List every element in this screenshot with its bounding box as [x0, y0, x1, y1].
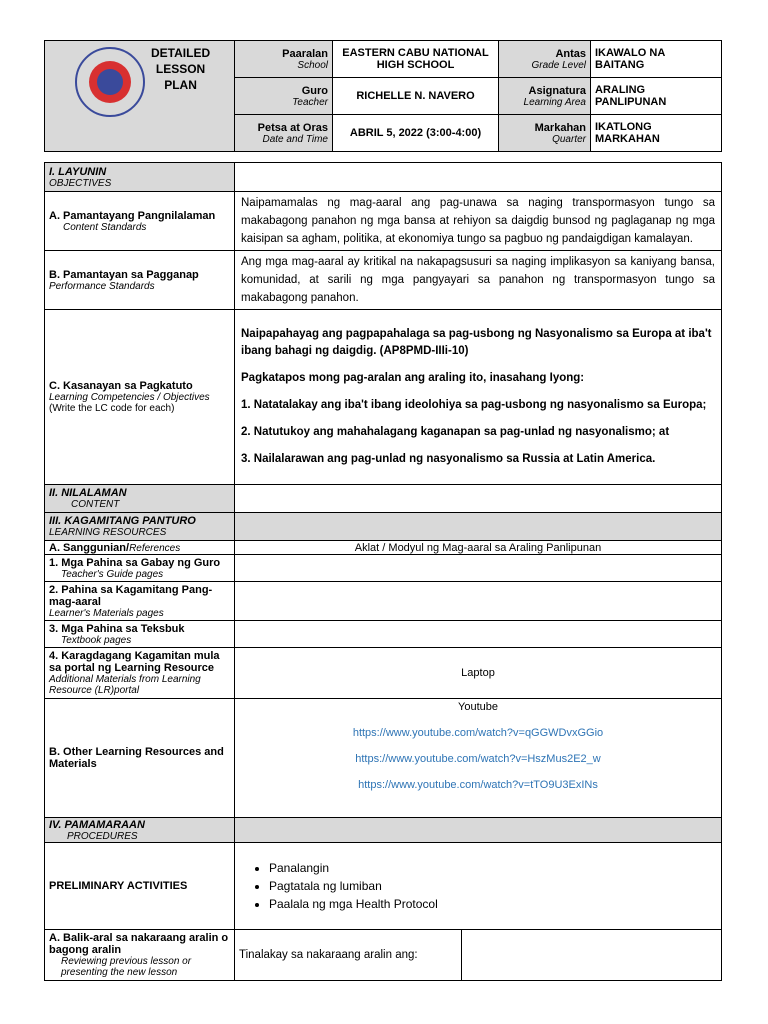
other-resources-label: B. Other Learning Resources and Materials [45, 699, 235, 818]
teacher-value: RICHELLE N. NAVERO [333, 78, 499, 115]
review-label: A. Balik-aral sa nakaraang aralin o bagong aralin Reviewing previous lesson or presenting the new lesson [45, 930, 235, 981]
references-value: Aklat / Modyul ng Mag-aaral sa Araling Panlipunan [235, 541, 722, 555]
subject-value: ARALING PANLIPUNAN [591, 78, 722, 115]
competency-main: Naipapahayag ang pagpapahalaga sa pag-usbong ng Nasyonalismo sa Europa at iba't ibang bahagi ng daigdig. (AP8PMD-IIIi-10) [241, 328, 712, 357]
competency-intro: Pagkatapos mong pag-aralan ang araling ito, inasahang Iyong: [241, 372, 585, 384]
content-standards-text: Naipamamalas ng mag-aaral ang pag-unawa sa naging transpormasyon tungo sa makabagong panahon ng mga bansa at rehiyon sa daigdig bunsod ng paglaganap ng mga kaisipan sa agham, politika, at ekonomiya tungo sa pagbuo ng pandaigdigan kamalayan. [235, 192, 722, 251]
competency-3: 3. Nailalarawan ang pag-unlad ng nasyonalismo sa Russia at Latin America. [241, 453, 656, 465]
preliminary-activities-list [235, 843, 722, 930]
youtube-title: Youtube [458, 701, 498, 713]
section-procedures-heading: IV. PAMAMARAAN PROCEDURES [45, 818, 235, 843]
preliminary-activities-label: PRELIMINARY ACTIVITIES [45, 843, 235, 930]
other-resources-value [235, 699, 722, 818]
lesson-plan-document [44, 40, 721, 1024]
main-table [44, 162, 722, 981]
date-value: ABRIL 5, 2022 (3:00-4:00) [333, 115, 499, 152]
competencies-label: C. Kasanayan sa Pagkatuto Learning Competencies / Objectives (Write the LC code for each) [45, 310, 235, 485]
learners-materials-label: 2. Pahina sa Kagamitang Pang-mag-aaral Learner's Materials pages [45, 582, 235, 621]
youtube-link-2[interactable]: https://www.youtube.com/watch?v=HszMus2E2_w [355, 753, 601, 765]
document-title: DETAILED LESSON PLAN [151, 46, 211, 92]
additional-materials-label: 4. Karagdagang Kagamitan mula sa portal ng Learning Resource Additional Materials from Learning Resource (LR)portal [45, 648, 235, 699]
additional-materials-value: Laptop [235, 648, 722, 699]
performance-standards-label: B. Pamantayan sa Pagganap Performance Standards [45, 251, 235, 310]
performance-standards-text: Ang mga mag-aaral ay kritikal na nakapagsusuri sa naging implikasyon sa kaniyang bansa, komunidad, at sarili ng mga pangyayari sa panahon ng transpormasyon tungo sa makabagong panahon. [235, 251, 722, 310]
list-item: • Paalala ng mga Health Protocol [269, 895, 717, 913]
section-resources-heading: III. KAGAMITANG PANTURO LEARNING RESOURCES [45, 513, 235, 541]
references-label: A. Sanggunian/References [45, 541, 235, 555]
teacher-label-cell: Guro Teacher [235, 78, 333, 115]
content-standards-label: A. Pamantayang Pangnilalaman Content Standards [45, 192, 235, 251]
quarter-value: IKATLONG MARKAHAN [591, 115, 722, 152]
competency-2: 2. Natutukoy ang mahahalagang kaganapan sa pag-unlad ng nasyonalismo; at [241, 426, 670, 438]
date-label-cell: Petsa at Oras Date and Time [235, 115, 333, 152]
youtube-link-1[interactable]: https://www.youtube.com/watch?v=qGGWDvxGGio [352, 727, 604, 739]
competency-1: 1. Natatalakay ang iba't ibang ideolohiya sa pag-usbong ng nasyonalismo sa Europa; [241, 399, 707, 411]
header-table [44, 40, 722, 152]
textbook-label: 3. Mga Pahina sa Teksbuk Textbook pages [45, 621, 235, 648]
school-value: EASTERN CABU NATIONAL HIGH SCHOOL [333, 41, 499, 78]
competencies-text [235, 310, 722, 485]
review-value: Tinalakay sa nakaraang aralin ang: [235, 930, 462, 981]
section-objectives-heading: I. LAYUNIN OBJECTIVES [45, 163, 235, 192]
title-cell [45, 41, 235, 152]
subject-label-cell: Asignatura Learning Area [499, 78, 591, 115]
school-label-cell: Paaralan School [235, 41, 333, 78]
list-item: • Panalangin [269, 859, 717, 877]
grade-value: IKAWALO NA BAITANG [591, 41, 722, 78]
grade-label-cell: Antas Grade Level [499, 41, 591, 78]
teachers-guide-label: 1. Mga Pahina sa Gabay ng Guro Teacher's Guide pages [45, 555, 235, 582]
quarter-label-cell: Markahan Quarter [499, 115, 591, 152]
youtube-link-3[interactable]: https://www.youtube.com/watch?v=tTO9U3ExINs [358, 779, 598, 791]
section-content-heading: II. NILALAMAN CONTENT [45, 485, 235, 513]
list-item: • Pagtatala ng lumiban [269, 877, 717, 895]
deped-seal-icon [75, 47, 145, 117]
